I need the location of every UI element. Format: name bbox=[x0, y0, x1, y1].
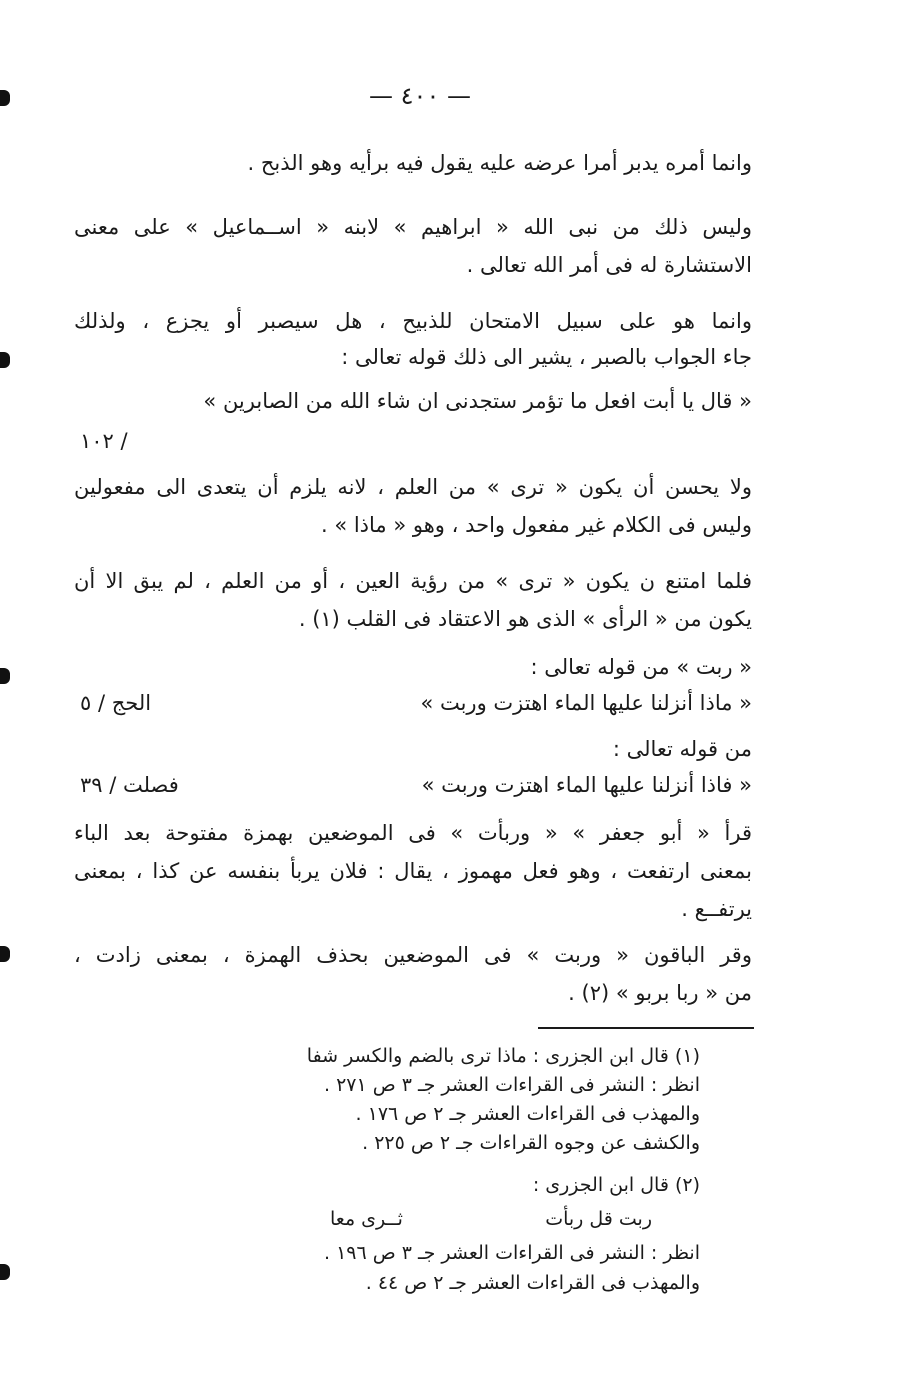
paragraph-line: وليس فى الكلام غير مفعول واحد ، وهو « ماذا » . bbox=[320, 513, 752, 537]
footnote-verse-hemistich: ربت قل ربأت bbox=[545, 1208, 652, 1230]
paragraph-line: الاستشارة له فى أمر الله تعالى . bbox=[466, 253, 752, 277]
footnote-line: انظر : النشر فى القراءات العشر جـ ٣ ص ٢٧١ . bbox=[324, 1074, 700, 1096]
quote-reference: فصلت / ٣٩ bbox=[80, 773, 179, 797]
quote-reference: / ١٠٢ bbox=[80, 429, 128, 453]
footnote-separator bbox=[538, 1027, 754, 1029]
paragraph-line: يكون من « الرأى » الذى هو الاعتقاد فى القلب (١) . bbox=[298, 607, 752, 631]
paragraph-line: من قوله تعالى : bbox=[612, 737, 752, 761]
binding-hole-mark bbox=[0, 946, 10, 962]
footnote-line: والكشف عن وجوه القراءات جـ ٢ ص ٢٢٥ . bbox=[362, 1132, 700, 1154]
footnote-line: والمهذب فى القراءات العشر جـ ٢ ص ٤٤ . bbox=[365, 1272, 700, 1294]
footnote-line: (٢) قال ابن الجزرى : bbox=[532, 1174, 700, 1196]
paragraph-line: من « ربا بربو » (٢) . bbox=[568, 981, 752, 1005]
paragraph-line: بمعنى ارتفعت ، وهو فعل مهموز ، يقال : فلان يربأ بنفسه عن كذا ، بمعنى bbox=[74, 859, 752, 883]
quran-quote: « فاذا أنزلنا عليها الماء اهتزت وربت » bbox=[421, 773, 752, 797]
footnote-line: والمهذب فى القراءات العشر جـ ٢ ص ١٧٦ . bbox=[355, 1103, 700, 1125]
quran-quote: « ماذا أنزلنا عليها الماء اهتزت وربت » bbox=[420, 691, 752, 715]
paragraph-line: جاء الجواب بالصبر ، يشير الى ذلك قوله تعالى : bbox=[341, 345, 752, 369]
footnote-line: انظر : النشر فى القراءات العشر جـ ٣ ص ١٩٦ . bbox=[324, 1242, 700, 1264]
page-number: — ٤٠٠ — bbox=[369, 82, 471, 110]
paragraph-line: وانما أمره يدبر أمرا عرضه عليه يقول فيه برأيه وهو الذبح . bbox=[247, 151, 752, 175]
paragraph-line: وانما هو على سبيل الامتحان للذبيح ، هل سيصبر أو يجزع ، ولذلك bbox=[74, 309, 752, 333]
binding-hole-mark bbox=[0, 352, 10, 368]
paragraph-line: قرأ « أبو جعفر » « وربأت » فى الموضعين بهمزة مفتوحة بعد الباء bbox=[74, 821, 752, 845]
quote-reference: الحج / ٥ bbox=[80, 691, 152, 715]
quran-quote: « قال يا أبت افعل ما تؤمر ستجدنى ان شاء الله من الصابرين » bbox=[203, 389, 752, 413]
footnote-verse-hemistich: ثــرى معا bbox=[330, 1208, 403, 1230]
paragraph-line: وقر الباقون « وربت » فى الموضعين بحذف الهمزة ، بمعنى زادت ، bbox=[74, 943, 752, 967]
footnote-line: (١) قال ابن الجزرى : ماذا ترى بالضم والكسر شفا bbox=[306, 1045, 700, 1067]
paragraph-line: « ربت » من قوله تعالى : bbox=[530, 655, 752, 679]
paragraph-line: ولا يحسن أن يكون « ترى » من العلم ، لانه يلزم أن يتعدى الى مفعولين bbox=[74, 475, 752, 499]
paragraph-line: يرتفــع . bbox=[681, 897, 752, 921]
binding-hole-mark bbox=[0, 668, 10, 684]
paragraph-line: فلما امتنع ن يكون « ترى » من رؤية العين ، أو من العلم ، لم يبق الا أن bbox=[74, 569, 752, 593]
binding-hole-mark bbox=[0, 1264, 10, 1280]
paragraph-line: وليس ذلك من نبى الله « ابراهيم » لابنه « اســماعيل » على معنى bbox=[74, 215, 752, 239]
